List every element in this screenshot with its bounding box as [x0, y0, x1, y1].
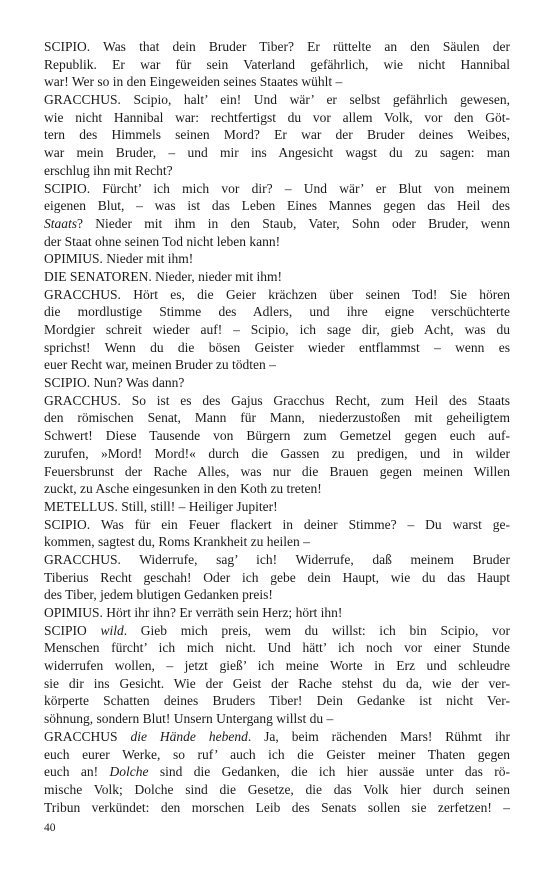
- text-line: [44, 480, 510, 498]
- text-line: [44, 445, 510, 463]
- text-segment: METELLUS. Still, still! – Heiliger Jupiter!: [44, 498, 278, 514]
- text-line: [44, 551, 510, 569]
- text-segment: Mordgier schreit wieder auf! – Scipio, ich sage dir, gieb Acht, was du: [44, 322, 510, 337]
- text-segment: die mordlustige Stimme des Adlers, und ihre eigne verschüchterte: [44, 304, 510, 320]
- text-segment: wie nicht Hannibal war: rechtfertigst du vor allem Volk, vor den Göt-: [44, 109, 510, 125]
- text-segment: Menschen fürcht’ ich mich nicht. Und hätt’ ich noch vor einer Stunde: [44, 640, 510, 656]
- text-line: [44, 215, 510, 233]
- text-line: [44, 303, 510, 321]
- text-line: [44, 498, 510, 516]
- text-segment: söhnung, sondern Blut! Unsern Untergang willst du –: [44, 711, 334, 727]
- italic-text: Dolche: [109, 764, 149, 780]
- text-segment: Republik. Er war für sein Vaterland gefährlich, wie nicht Hannibal: [44, 56, 510, 72]
- text-segment: war! Wer so in den Eingeweiden seines Staates wühlt –: [44, 74, 343, 90]
- text-segment: tern des Himmels seinen Mord? Er war der Bruder deines Weibes,: [44, 127, 510, 143]
- text-line: [44, 374, 510, 392]
- text-segment: . Ja, beim rächenden Mars! Rühmt ihr: [247, 728, 510, 744]
- text-line: [44, 73, 510, 91]
- text-line: [44, 622, 510, 640]
- text-segment: SCIPIO. Was für ein Feuer flackert in deiner Stimme? – Du warst ge-: [44, 516, 510, 532]
- italic-text: wild: [100, 622, 124, 638]
- text-line: [44, 746, 510, 764]
- text-segment: . Gieb mich preis, wem du willst: ich bin Scipio, vor: [123, 622, 511, 638]
- text-segment: GRACCHUS: [44, 728, 131, 744]
- text-line: [44, 197, 510, 215]
- text-line: [44, 144, 510, 162]
- text-segment: SCIPIO. Fürcht’ ich mich vor dir? – Und wär’ er Blut von meinem: [44, 180, 510, 196]
- text-segment: GRACCHUS. Widerrufe, sag’ ich! Widerrufe, daß meinem Bruder: [44, 551, 510, 567]
- text-line: [44, 56, 510, 74]
- page-body: [44, 38, 510, 816]
- text-segment: SCIPIO. Nun? Was dann?: [44, 375, 185, 391]
- text-line: [44, 233, 510, 251]
- text-segment: zurufen, »Mord! Mord!« durch die Gassen zu predigen, und in wilder: [44, 445, 510, 461]
- text-line: [44, 463, 510, 481]
- text-line: [44, 356, 510, 374]
- text-segment: euer Recht war, meinen Bruder zu tödten –: [44, 357, 276, 373]
- text-line: [44, 126, 510, 144]
- text-line: [44, 516, 510, 534]
- text-segment: des Tiber, jedem blutigen Gedanken preis!: [44, 587, 273, 603]
- text-line: [44, 763, 510, 781]
- text-line: [44, 268, 510, 286]
- text-segment: OPIMIUS. Hört ihr ihn? Er verräth sein Herz; hört ihn!: [44, 605, 343, 620]
- text-line: [44, 639, 510, 657]
- text-segment: erschlug ihn mit Recht?: [44, 162, 173, 178]
- text-segment: körperte Schatten deines Bruders Tiber! Dein Gedanke ist nicht Ver-: [44, 693, 510, 709]
- text-segment: SCIPIO. Was that dein Bruder Tiber? Er rüttelte an den Säulen der: [44, 39, 510, 54]
- text-segment: ? Nieder mit ihm in den Staub, Vater, Sohn oder Bruder, wenn: [77, 215, 510, 231]
- text-line: [44, 250, 510, 268]
- text-segment: widerrufen wollen, – jetzt gieß’ ich meine Worte in Erz und schleudre: [44, 658, 510, 674]
- text-line: [44, 339, 510, 357]
- text-segment: GRACCHUS. So ist es des Gajus Gracchus Recht, zum Heil des Staats: [44, 392, 510, 408]
- text-line: [44, 427, 510, 445]
- text-line: [44, 569, 510, 587]
- text-segment: GRACCHUS. Hört es, die Geier krächzen über seinen Tod! Sie hören: [44, 286, 510, 302]
- text-segment: den römischen Senat, Mann für Mann, niederzustoßen mit geheiligtem: [44, 410, 510, 426]
- text-line: [44, 781, 510, 799]
- text-line: [44, 91, 510, 109]
- text-segment: sprichst! Wenn du die bösen Geister wieder entflammst – wenn es: [44, 339, 510, 355]
- text-line: [44, 180, 510, 198]
- text-segment: OPIMIUS. Nieder mit ihm!: [44, 251, 194, 267]
- text-segment: euch eurer Werke, so ruf’ auch ich die Geister meiner Thaten gegen: [44, 746, 510, 762]
- text-segment: Tiberius Recht geschah! Oder ich gebe dein Haupt, wie du das Haupt: [44, 569, 510, 585]
- text-segment: sie dir ins Gesicht. Wie der Geist der Rache stehst du da, wie der ver-: [44, 675, 510, 691]
- text-segment: eigenen Blut, – was ist das Leben Eines Mannes gegen das Heil des: [44, 198, 510, 214]
- text-line: [44, 109, 510, 127]
- text-segment: Tribun verkündet: den morschen Leib des Senats sollen sie zerfetzen! –: [44, 799, 510, 815]
- text-line: [44, 286, 510, 304]
- text-line: [44, 321, 510, 339]
- text-line: [44, 604, 510, 622]
- text-line: [44, 392, 510, 410]
- text-line: [44, 586, 510, 604]
- text-line: [44, 533, 510, 551]
- text-line: [44, 409, 510, 427]
- text-segment: Schwert! Diese Tausende von Bürgern zum Gemetzel gegen euch auf-: [44, 428, 510, 444]
- text-line: [44, 710, 510, 728]
- text-segment: war mein Bruder, – und mir ins Angesicht wagst du zu sagen: man: [44, 145, 510, 161]
- text-segment: zuckt, zu Asche eingesunken in den Koth zu treten!: [44, 481, 322, 497]
- text-line: [44, 675, 510, 693]
- text-segment: Feuersbrunst der Rache Alles, was nur die Brauen gegen meinen Willen: [44, 463, 510, 479]
- text-segment: der Staat ohne seinen Tod nicht leben kann!: [44, 233, 281, 249]
- text-segment: euch an!: [44, 764, 110, 780]
- italic-text: Staats: [44, 215, 78, 231]
- text-segment: sind die Gedanken, die ich hier aussäe unter das rö-: [148, 764, 510, 780]
- text-segment: DIE SENATOREN. Nieder, nieder mit ihm!: [44, 268, 283, 284]
- text-line: [44, 799, 510, 817]
- page-number: 40: [44, 822, 56, 834]
- text-line: [44, 162, 510, 180]
- text-line: [44, 38, 510, 56]
- italic-text: die Hände hebend: [130, 728, 248, 744]
- text-segment: kommen, sagtest du, Roms Krankheit zu heilen –: [44, 534, 310, 550]
- text-segment: GRACCHUS. Scipio, halt’ ein! Und wär’ er selbst gefährlich gewesen,: [44, 92, 510, 108]
- text-segment: SCIPIO: [44, 622, 101, 638]
- text-line: [44, 728, 510, 746]
- text-segment: mische Volk; Dolche sind die Gesetze, die das Volk hier durch seinen: [44, 781, 510, 797]
- text-line: [44, 692, 510, 710]
- text-line: [44, 657, 510, 675]
